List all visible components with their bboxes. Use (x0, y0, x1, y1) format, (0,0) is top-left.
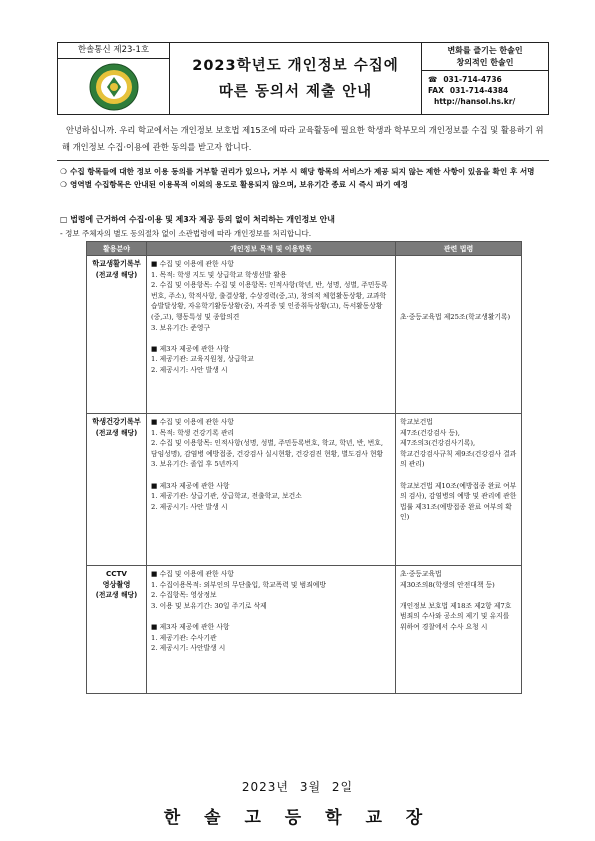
column-header: 활용분야 (87, 242, 147, 256)
newsletter-header (57, 42, 549, 115)
table-row (87, 256, 522, 414)
contact-info (422, 71, 548, 107)
divider (57, 160, 549, 161)
column-header: 관련 법령 (396, 242, 522, 256)
section-subtext: - 정보 주체자의 별도 동의절차 없이 소관법령에 따라 개인정보를 처리합니다. (60, 229, 312, 238)
slogan-1: 변화를 즐기는 한솔인 (447, 46, 523, 55)
header-title-cell (170, 43, 422, 114)
header-left-cell (58, 43, 170, 114)
notice-item: ❍ 수집 항목들에 대한 정보 이용 동의를 거부할 권리가 있으나, 거부 시 해당 항목의 서비스가 제공 되지 않는 제한 사항이 있음을 확인 후 서명 (60, 166, 548, 179)
table-row (87, 414, 522, 566)
issue-number: 한솔통신 제23-1호 (58, 43, 169, 59)
category-cell: 학교생활기록부 (전교생 해당) (87, 256, 147, 414)
school-url[interactable]: http://hansol.hs.kr/ (434, 97, 516, 106)
purpose-cell: ■ 수집 및 이용에 관한 사항 1. 목적: 학생 지도 및 상급학교 학생선발 활용 2. 수집 및 이용항목: 수집 및 이용항목: 인적사항(학년, 반, 성명, 성별, 주민등록번호, 주소), 학적사항, 출결상황, 수상경력(중,고), 창의적 체험활동상황, 교과학습발달상황, 자유학기활동상황(중), 자격증 및 인증취득상황(고), 독서활동상황(중,고), 행동특성 및 종합의견 3. 보유기간: 준영구 ■ 제3자 제공에 관한 사항 1. 제공기관: 교육지원청, 상급학교 2. 제공시기: 사안 발생 시 (147, 256, 396, 414)
page-title-line2: 따른 동의서 제출 안내 (218, 83, 373, 100)
table-row (87, 566, 522, 694)
category-cell: CCTV 영상촬영 (전교생 해당) (87, 566, 147, 694)
purpose-cell: ■ 수집 및 이용에 관한 사항 1. 목적: 학생 건강기록 관리 2. 수집 및 이용항목: 인적사항(성명, 성별, 주민등록번호, 학교, 학년, 반, 번호, 담임성명), 감염병 예방접종, 건강검사 실시현황, 건강검진 현황, 별도검사 현황 3. 보유기간: 졸업 후 5년까지 ■ 제3자 제공에 관한 사항 1. 제공기관: 상급기관, 상급학교, 전출학교, 보건소 2. 제공시기: 사안 발생 시 (147, 414, 396, 566)
issue-date: 2023년 3월 2일 (241, 780, 354, 794)
circle-bullet-icon: ❍ (60, 179, 67, 189)
table-header-row (87, 242, 522, 256)
privacy-info-table (86, 241, 522, 694)
phone-icon: ☎ (428, 75, 438, 84)
school-slogans (422, 43, 548, 71)
section-heading: □ 법령에 근거하여 수집·이용 및 제3자 제공 등의 없이 처리하는 개인정보 안내 (60, 215, 335, 224)
circle-bullet-icon: ❍ (60, 167, 67, 176)
fax-number: 031-714-4384 (449, 86, 509, 95)
law-cell: 초·중등교육법 제30조의8(학생의 안전대책 등) 개인정보 보호법 제18조 제2항 제7호 범죄의 수사와 공소의 제기 및 유지를 위하여 경찰에서 수사 요청 시 (396, 566, 522, 694)
principal-signature: 한 솔 고 등 학 교 장 (163, 808, 432, 828)
law-cell: 초·중등교육법 제25조(학교생활기록) (396, 256, 522, 414)
category-cell: 학생건강기록부 (전교생 해당) (87, 414, 147, 566)
law-cell: 학교보건법 제7조(건강검사 등), 제7조의3(건강검사기록), 학교건강검사규칙 제9조(건강검사 결과의 관리) 학교보건법 제10조(예방접종 완료 여부의 검사), 감염병의 예방 및 관리에 관한 법률 제31조(예방접종 완료 여부의 확인) (396, 414, 522, 566)
notice-list (60, 166, 548, 191)
school-emblem-icon (88, 62, 140, 112)
purpose-cell: ■ 수집 및 이용에 관한 사항 1. 수집이용목적: 외부인의 무단출입, 학교폭력 및 범죄예방 2. 수집항목: 영상정보 3. 이용 및 보유기간: 30일 주기로 삭제 ■ 제3자 제공에 관한 사항 1. 제공기관: 수사기관 2. 제공시기: 사안발생 시 (147, 566, 396, 694)
greeting-paragraph: 안녕하십니까. 우리 학교에서는 개인정보 보호법 제15조에 따라 교육활동에 필요한 학생과 학부모의 개인정보를 수집 및 활용하기 위해 개인정보 수집·이용에 관한 동의를 받고자 합니다. (62, 125, 544, 152)
slogan-2: 창의적인 한솔인 (456, 58, 514, 67)
column-header: 개인정보 목적 및 이용항목 (147, 242, 396, 256)
phone-number: 031-714-4736 (443, 75, 502, 84)
page-title-line1: 2023학년도 개인정보 수집에 (192, 57, 399, 74)
header-contact-cell (422, 43, 548, 114)
fax-label: FAX (428, 86, 444, 95)
notice-item: ❍ 영역별 수집항목은 안내된 이용목적 이외의 용도로 활용되지 않으며, 보유기간 종료 시 즉시 파기 예정 (60, 179, 548, 192)
